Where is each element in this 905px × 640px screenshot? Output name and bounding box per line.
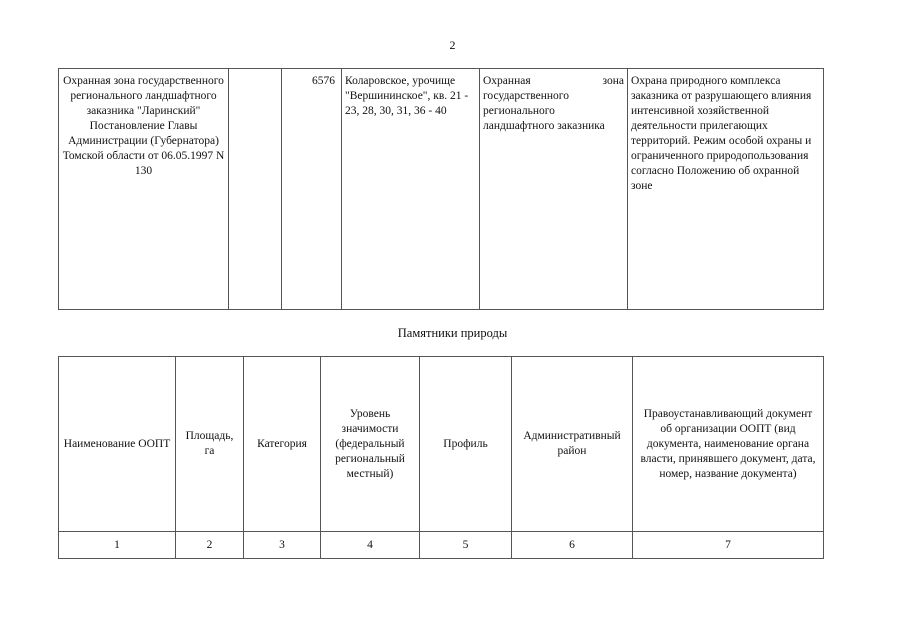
zone-number-cell: [282, 69, 342, 310]
zone-purpose-cell: [628, 69, 824, 310]
table-row: [59, 69, 824, 310]
header-row: [59, 357, 824, 532]
header-cell: Профиль: [420, 357, 512, 532]
category-rest: государственного регионального ландшафтного заказника: [483, 90, 605, 132]
zone-area-cell: [229, 69, 282, 310]
column-number: 1: [59, 532, 176, 559]
column-number: 2: [176, 532, 244, 559]
page-number: 2: [449, 38, 456, 52]
zone-table: [58, 68, 824, 310]
zone-location: Коларовское, урочище "Вершининское", кв. 21 - 23, 28, 30, 31, 36 - 40: [345, 75, 469, 117]
header-cell: Административный район: [512, 357, 633, 532]
zone-name-cell: [59, 69, 229, 310]
header-cell: Категория: [244, 357, 321, 532]
zone-category-cell: [480, 69, 628, 310]
header-cell: Площадь, га: [176, 357, 244, 532]
category-word-1: Охранная: [483, 75, 531, 87]
column-number: 7: [633, 532, 824, 559]
column-number: 6: [512, 532, 633, 559]
column-number: 5: [420, 532, 512, 559]
zone-location-cell: [342, 69, 480, 310]
column-number-row: [59, 532, 824, 559]
category-word-2: зона: [602, 75, 624, 87]
zone-number: 6576: [312, 75, 335, 87]
zone-name: Охранная зона государственного регионального ландшафтного заказника "Ларинский" Постановление Главы Администрации (Губернатора) Томской области от 06.05.1997 N 130: [62, 75, 225, 177]
column-number: 3: [244, 532, 321, 559]
category-first-line: [483, 74, 624, 89]
header-cell: Наименование ООПТ: [59, 357, 176, 532]
column-number: 4: [321, 532, 420, 559]
section-title: Памятники природы: [397, 326, 508, 340]
monuments-table: [58, 356, 824, 559]
header-cell: Правоустанавливающий документ об организации ООПТ (вид документа, наименование органа власти, принявшего документ, дата, номер, название документа): [633, 357, 824, 532]
header-cell: Уровень значимости (федеральный региональный местный): [321, 357, 420, 532]
zone-purpose: Охрана природного комплекса заказника от разрушающего влияния интенсивной хозяйственной деятельности прилегающих территорий. Режим особой охраны и ограниченного природопользования согласно Положению об охранной зоне: [631, 75, 812, 192]
